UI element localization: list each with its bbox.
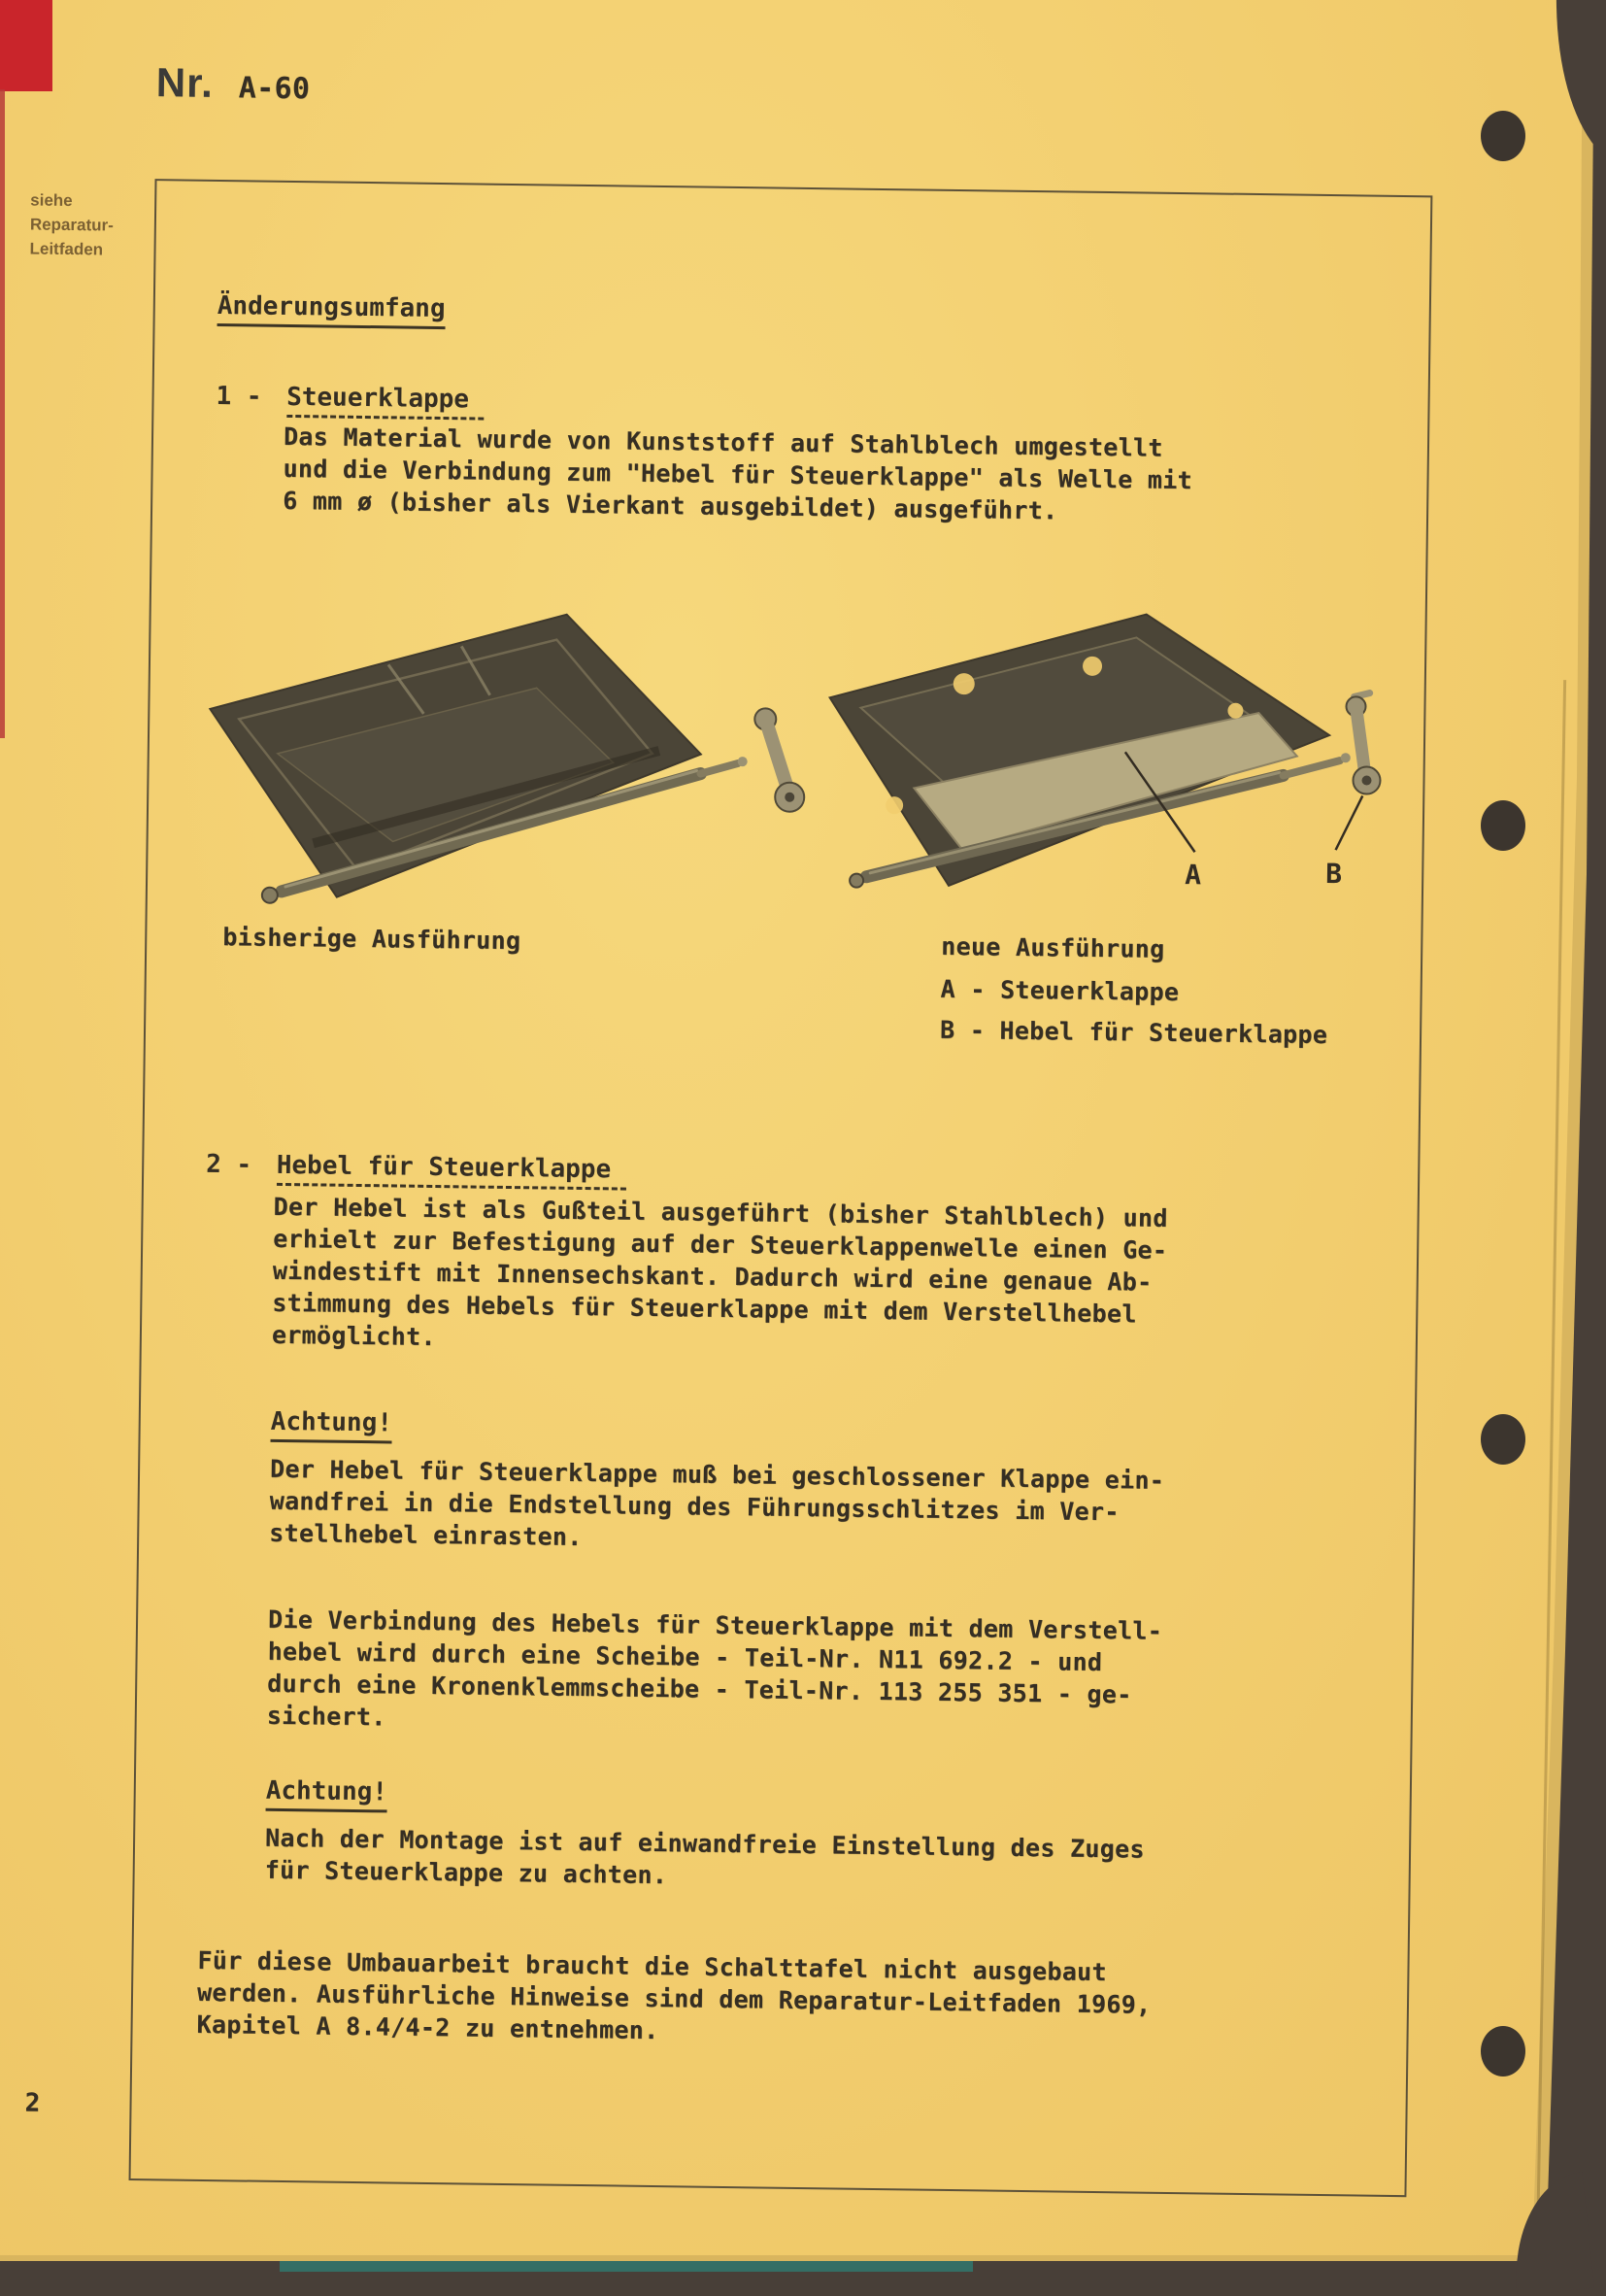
section-1-heading: 1 - Steuerklappe — [216, 382, 485, 421]
punch-hole — [1481, 111, 1525, 161]
locking-paragraph: Die Verbindung des Hebels für Steuerklappe mit dem Verstell- hebel wird durch eine Scheibe - Teil-Nr. N11 692.2 - und durch eine Kronenklemmscheibe - Teil-Nr. 113 255 351 - ge- sichert. — [266, 1604, 1163, 1732]
margin-note: siehe Reparatur- Leitfaden — [29, 190, 114, 259]
teal-footer-strip — [280, 2261, 973, 2272]
page-number: 2 — [24, 2088, 41, 2118]
warning-1-title: Achtung! — [270, 1407, 392, 1444]
warning-2-title: Achtung! — [266, 1776, 388, 1813]
label-b: B — [1325, 857, 1343, 891]
figure-legend-line: B - Hebel für Steuerklappe — [939, 1015, 1328, 1050]
warning-1-body: Der Hebel für Steuerklappe muß bei geschlossener Klappe ein- wandfrei in die Endstellung des Führungsschlitzes im Ver- stellhebel einrasten. — [269, 1454, 1165, 1552]
caption-new-version: neue Ausführung — [941, 931, 1165, 963]
punch-hole — [1481, 2026, 1525, 2077]
punch-hole — [1481, 800, 1525, 851]
closing-paragraph: Für diese Umbauarbeit braucht die Schalttafel nicht ausgebaut werden. Ausführliche Hinweise sind dem Reparatur-Leitfaden 1969, Kapitel A 8.4/4-2 zu entnehmen. — [196, 1945, 1152, 2045]
leader-line-b — [1336, 795, 1363, 850]
document-header — [155, 59, 310, 108]
lever-part-old — [753, 708, 805, 812]
doc-title: Änderungsumfang — [217, 291, 446, 329]
label-a: A — [1185, 859, 1202, 892]
page-number-label: Nr. — [155, 59, 215, 106]
punch-hole — [1481, 1414, 1525, 1465]
lever-part-new — [1345, 692, 1381, 793]
section-2-body: Der Hebel ist als Gußteil ausgeführt (bisher Stahlblech) und erhielt zur Befestigung auf der Steuerklappenwelle einen Ge- windestift mit Innensechskant. Dadurch wird eine genaue Ab- stimmung des Hebels für Steuerklappe mit dem Verstellhebel ermöglicht. — [271, 1192, 1168, 1352]
figure-legend-line: A - Steuerklappe — [940, 974, 1180, 1007]
section-1-body: Das Material wurde von Kunststoff auf Stahlblech umgestellt und die Verbindung zum "Hebel für Steuerklappe" als Welle mit 6 mm ø (bisher als Vierkant ausgebildet) ausgeführt. — [282, 422, 1193, 525]
new-version-photo — [798, 592, 1414, 930]
section-2-heading: 2 - Hebel für Steuerklappe — [206, 1150, 626, 1191]
document-number: A-60 — [238, 71, 311, 107]
warning-2-body: Nach der Montage ist auf einwandfreie Einstellung des Zuges für Steuerklappe zu achten. — [264, 1823, 1146, 1890]
old-version-photo — [167, 593, 812, 923]
caption-old-version: bisherige Ausführung — [222, 923, 521, 956]
